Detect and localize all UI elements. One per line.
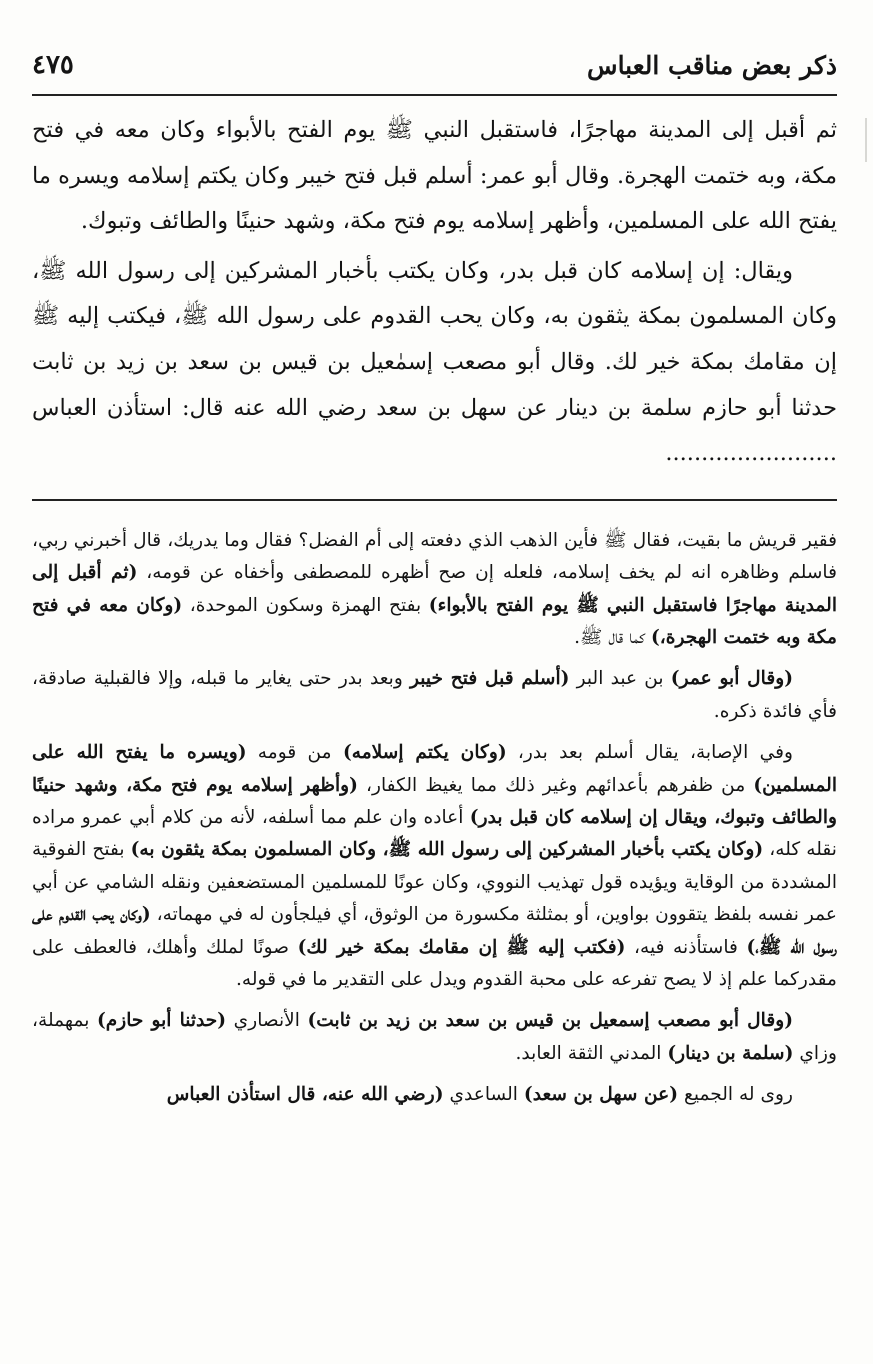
text-run: بفتح الهمزة وسكون الموحدة، bbox=[182, 594, 429, 616]
quoted-text: (رضي الله عنه، قال استأذن العباس bbox=[166, 1084, 444, 1106]
quoted-text: (عن سهل بن سعد) bbox=[523, 1084, 679, 1106]
quoted-text: (وقال أبو مصعب إسمعيل بن قيس بن سعد بن زيد بن ثابت) bbox=[307, 1010, 793, 1032]
quoted-text: (وكان يكتب بأخبار المشركين إلى رسول الله ﷺ، وكان المسلمون بمكة يثقون به) bbox=[130, 839, 764, 861]
main_text-paragraph bbox=[32, 249, 837, 477]
text-run: الأنصاري bbox=[226, 1010, 308, 1032]
scan-edge-mark bbox=[865, 118, 867, 162]
commentary bbox=[32, 525, 837, 1112]
quoted-text: (أسلم قبل فتح خيبر bbox=[410, 668, 570, 690]
quoted-text: (وكان يكتم إسلامه) bbox=[342, 742, 507, 764]
quoted-text: (وكان يحب القدوم على رسول الله ﷺ،) bbox=[32, 904, 837, 958]
main-text bbox=[32, 108, 837, 477]
commentary-paragraph bbox=[32, 525, 837, 655]
page-number: ٤٧٥ bbox=[32, 50, 74, 80]
text-run: من قومه bbox=[246, 742, 343, 764]
quoted-text: (سلمة بن دينار) bbox=[667, 1042, 794, 1064]
commentary-paragraph bbox=[32, 1079, 837, 1111]
running-title: ذكر بعض مناقب العباس bbox=[587, 51, 837, 80]
quoted-text: (حدثنا أبو حازم) bbox=[96, 1010, 227, 1032]
header-rule bbox=[32, 94, 837, 96]
text-run: ويقال: إن إسلامه كان قبل بدر، وكان يكتب بأخبار المشركين إلى رسول الله ﷺ، وكان المسلمون بمكة يثقون به، وكان يحب القدوم على رسول الله ﷺ، فيكتب إليه ﷺ إن مقامك بمكة خير لك. وقال أبو مصعب إسمٰعيل بن قيس بن سعد بن زيد بن ثابت حدثنا أبو حازم سلمة بن دينار عن سهل بن سعد رضي الله عنه قال: استأذن العباس ........................ bbox=[32, 257, 837, 467]
text-run: أعاده وان علم مما أسلفه، لأنه من كلام أبي عمرو مراده نقله كله، bbox=[32, 807, 837, 861]
text-run: وبعد بدر حتى يغاير ما قبله، وإلا فالقبلية صادقة، فأي فائدة ذكره. bbox=[32, 668, 837, 722]
text-run: بن عبد البر bbox=[569, 668, 671, 690]
text-run: فاستأذنه فيه، bbox=[625, 936, 747, 958]
text-run: الساعدي bbox=[443, 1084, 524, 1106]
text-run: المدني الثقة العابد. bbox=[515, 1042, 668, 1064]
text-run: بفتح الفوقية المشددة من الوقاية ويؤيده قول تهذيب النووي، وكان عونًا للمسلمين المستضعفين ونقله الشامي عن أبي عمر نفسه بلفظ يتقوون بواوين، أو بمثلثة مكسورة من الوثوق، أي فيلجأون له في مهماته، bbox=[32, 839, 837, 926]
commentary-paragraph bbox=[32, 1005, 837, 1070]
commentary-paragraph bbox=[32, 663, 837, 728]
separator-rule bbox=[32, 499, 837, 501]
text-run: فقير قريش ما بقيت، فقال ﷺ فأين الذهب الذي دفعته إلى أم الفضل؟ فقال وما يدريك، قال أخبرني ربي، فاسلم وظاهره انه لم يخف إسلامه، فلعله إن صح أظهره للمصطفى وأخفاه عن قومه، bbox=[32, 529, 837, 584]
main_text-paragraph bbox=[32, 108, 837, 245]
quoted-text: (فكتب إليه ﷺ إن مقامك بمكة خير لك) bbox=[297, 936, 626, 958]
text-run: من ظفرهم بأعدائهم وغير ذلك مما يغيظ الكفار، bbox=[357, 774, 754, 796]
quoted-text: (وقال أبو عمر) bbox=[670, 668, 793, 690]
text-run: وفي الإصابة، يقال أسلم بعد بدر، bbox=[506, 742, 793, 764]
text-run: صونًا لملك وأهلك، فالعطف على مقدركما علم إذ لا يصح تفرعه على محبة القدوم ويدل على التقدير ما في قوله. bbox=[32, 936, 837, 991]
page-header bbox=[32, 22, 837, 80]
quoted-text: (وأظهر إسلامه يوم فتح مكة، وشهد حنينًا والطائف وتبوك، ويقال إن إسلامه كان قبل بدر) bbox=[32, 774, 837, 828]
quoted-text: (ويسره ما يفتح الله على المسلمين) bbox=[32, 742, 837, 796]
text-run: روى له الجميع bbox=[678, 1084, 793, 1106]
text-run: ثم أقبل إلى المدينة مهاجرًا، فاستقبل النبي ﷺ يوم الفتح بالأبواء وكان معه في فتح مكة، وبه ختمت الهجرة. وقال أبو عمر: أسلم قبل فتح خيبر وكان يكتم إسلامه ويسره ما يفتح الله على المسلمين، وأظهر إسلامه يوم فتح مكة، وشهد حنينًا والطائف وتبوك. bbox=[32, 117, 837, 235]
text-run: كما قال ﷺ. bbox=[574, 626, 651, 648]
text-run: بمهملة، وزاي bbox=[32, 1010, 837, 1064]
commentary-paragraph bbox=[32, 737, 837, 996]
quoted-text: (وكان معه في فتح مكة وبه ختمت الهجرة،) bbox=[32, 594, 837, 648]
quoted-text: (ثم أقبل إلى المدينة مهاجرًا فاستقبل النبي ﷺ يوم الفتح بالأبواء) bbox=[32, 562, 838, 616]
